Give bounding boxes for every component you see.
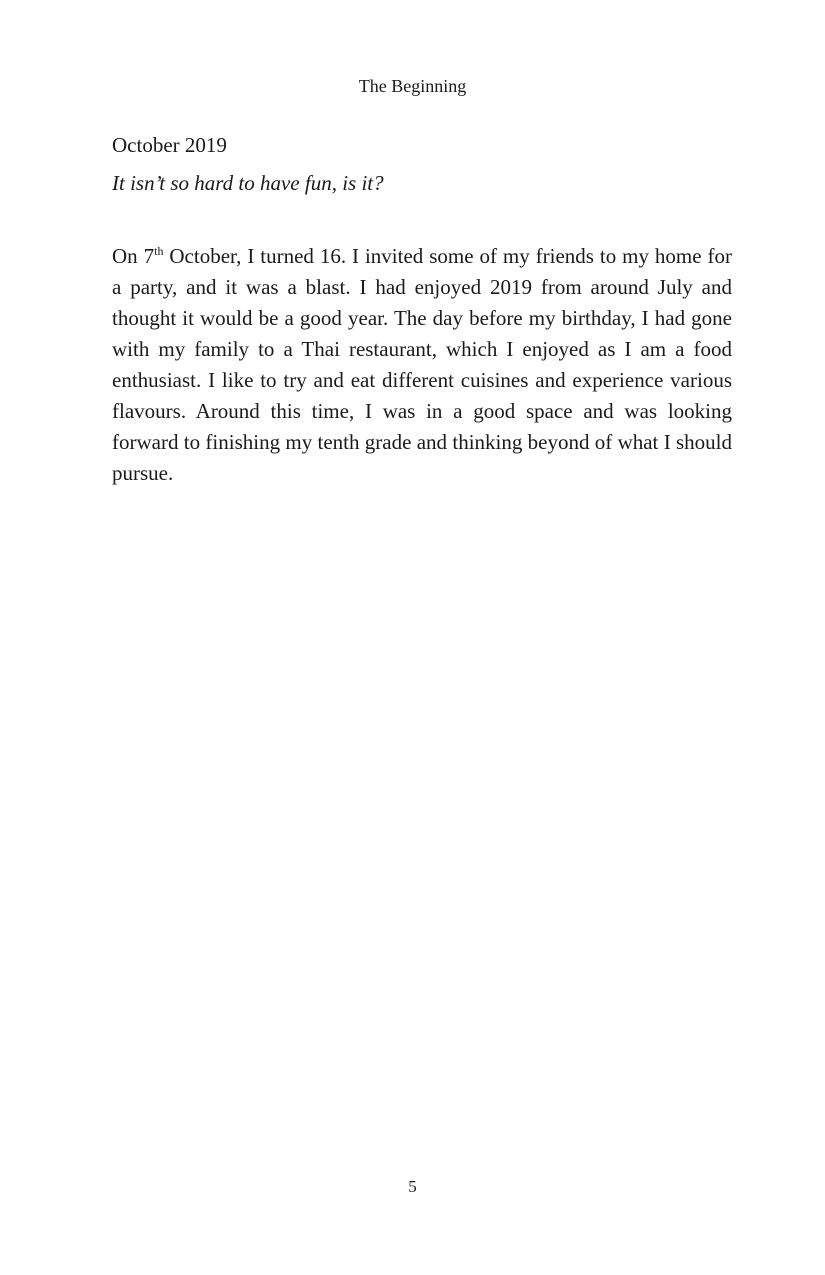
running-header: The Beginning [358,76,467,96]
body-paragraph [112,241,732,489]
paragraph-lead: On 7 [112,244,155,268]
entry-epigraph: It isn’t so hard to have fun, is it? [112,171,384,195]
ordinal-suffix: th [154,244,164,258]
page-number: 5 [408,1177,417,1196]
paragraph-text: October, I turned 16. I invited some of my friends to my home for a party, and it was a blast. I had enjoyed 2019 from around July and thought it would be a good year. The day before my birthday, I had gone with my family to a Thai restaurant, which I enjoyed as I am a food enthusiast. I like to try and eat different cuisines and experience various flavours. Around this time, I was in a good space and was looking forward to finishing my tenth grade and thinking beyond of what I should pursue. [112,244,732,485]
entry-date-heading: October 2019 [112,133,227,157]
